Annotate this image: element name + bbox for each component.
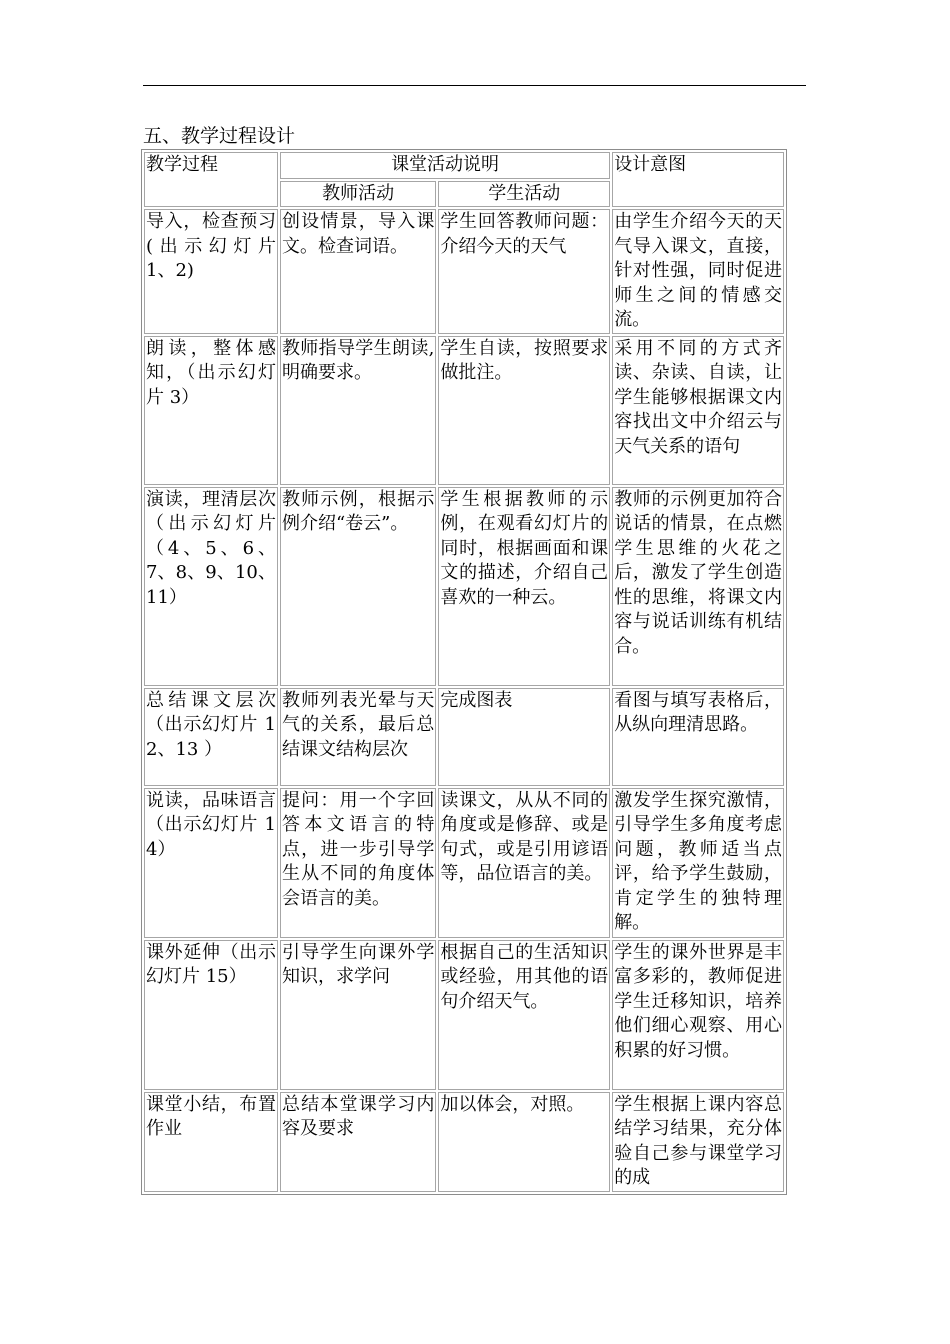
cell-intent: 学生的课外世界是丰富多彩的，教师促进学生迁移知识，培养他们细心观察、用心积累的好习惯。 <box>612 940 784 1090</box>
cell-teacher: 教师指导学生朗读,明确要求。 <box>280 336 436 485</box>
cell-process: 总结课文层次（出示幻灯片 12、13 ） <box>144 688 278 786</box>
table-row <box>144 336 784 485</box>
header-process: 教学过程 <box>144 152 278 207</box>
header-activity: 课堂活动说明 <box>280 152 610 179</box>
cell-teacher: 提问：用一个字回答本文语言的特点，进一步引导学生从不同的角度体会语言的美。 <box>280 788 436 938</box>
cell-intent: 教师的示例更加符合说话的情景，在点燃学生思维的火花之后，激发了学生创造性的思维，将课文内容与说话训练有机结合。 <box>612 487 784 686</box>
table-row <box>144 688 784 786</box>
cell-intent: 学生根据上课内容总结学习结果，充分体验自己参与课堂学习的成 <box>612 1092 784 1192</box>
cell-process: 课外延伸（出示幻灯片 15） <box>144 940 278 1090</box>
header-teacher: 教师活动 <box>280 181 436 208</box>
table-row <box>144 1092 784 1192</box>
cell-process: 朗读，整体感知，（出示幻灯片 3） <box>144 336 278 485</box>
header-student: 学生活动 <box>438 181 610 208</box>
table-row <box>144 788 784 938</box>
cell-teacher: 总结本堂课学习内容及要求 <box>280 1092 436 1192</box>
header-intent: 设计意图 <box>612 152 784 207</box>
table-row <box>144 487 784 686</box>
cell-student: 加以体会，对照。 <box>438 1092 610 1192</box>
table-row <box>144 940 784 1090</box>
cell-process: 导入，检查预习(出示幻灯片 1、2) <box>144 209 278 334</box>
cell-teacher: 教师列表光晕与天气的关系，最后总结课文结构层次 <box>280 688 436 786</box>
cell-student: 完成图表 <box>438 688 610 786</box>
cell-process: 说读，品味语言（出示幻灯片 14） <box>144 788 278 938</box>
cell-intent: 激发学生探究激情，引导学生多角度考虑问题，教师适当点评，给予学生鼓励，肯定学生的独特理解。 <box>612 788 784 938</box>
cell-student: 读课文，从从不同的角度或是修辞、或是句式，或是引用谚语等，品位语言的美。 <box>438 788 610 938</box>
teaching-process-table <box>141 149 787 1195</box>
cell-intent: 由学生介绍今天的天气导入课文，直接，针对性强，同时促进师生之间的情感交流。 <box>612 209 784 334</box>
cell-process: 课堂小结，布置作业 <box>144 1092 278 1192</box>
cell-teacher: 创设情景，导入课文。检查词语。 <box>280 209 436 334</box>
header-rule <box>143 85 806 86</box>
cell-intent: 采用不同的方式齐读、杂读、自读，让学生能够根据课文内容找出文中介绍云与天气关系的语句 <box>612 336 784 485</box>
cell-student: 根据自己的生活知识或经验，用其他的语句介绍天气。 <box>438 940 610 1090</box>
cell-intent: 看图与填写表格后，从纵向理清思路。 <box>612 688 784 786</box>
section-title: 五、教学过程设计 <box>143 125 296 147</box>
cell-student: 学生回答教师问题：介绍今天的天气 <box>438 209 610 334</box>
cell-process: 演读，理清层次（出示幻灯片（4、5、6、7、8、9、10、11） <box>144 487 278 686</box>
cell-student: 学生自读，按照要求做批注。 <box>438 336 610 485</box>
header-row-1 <box>144 152 784 179</box>
table-row <box>144 209 784 334</box>
cell-teacher: 教师示例，根据示例介绍“卷云”。 <box>280 487 436 686</box>
cell-teacher: 引导学生向课外学知识，求学问 <box>280 940 436 1090</box>
cell-student: 学生根据教师的示例，在观看幻灯片的同时，根据画面和课文的描述，介绍自己喜欢的一种云。 <box>438 487 610 686</box>
